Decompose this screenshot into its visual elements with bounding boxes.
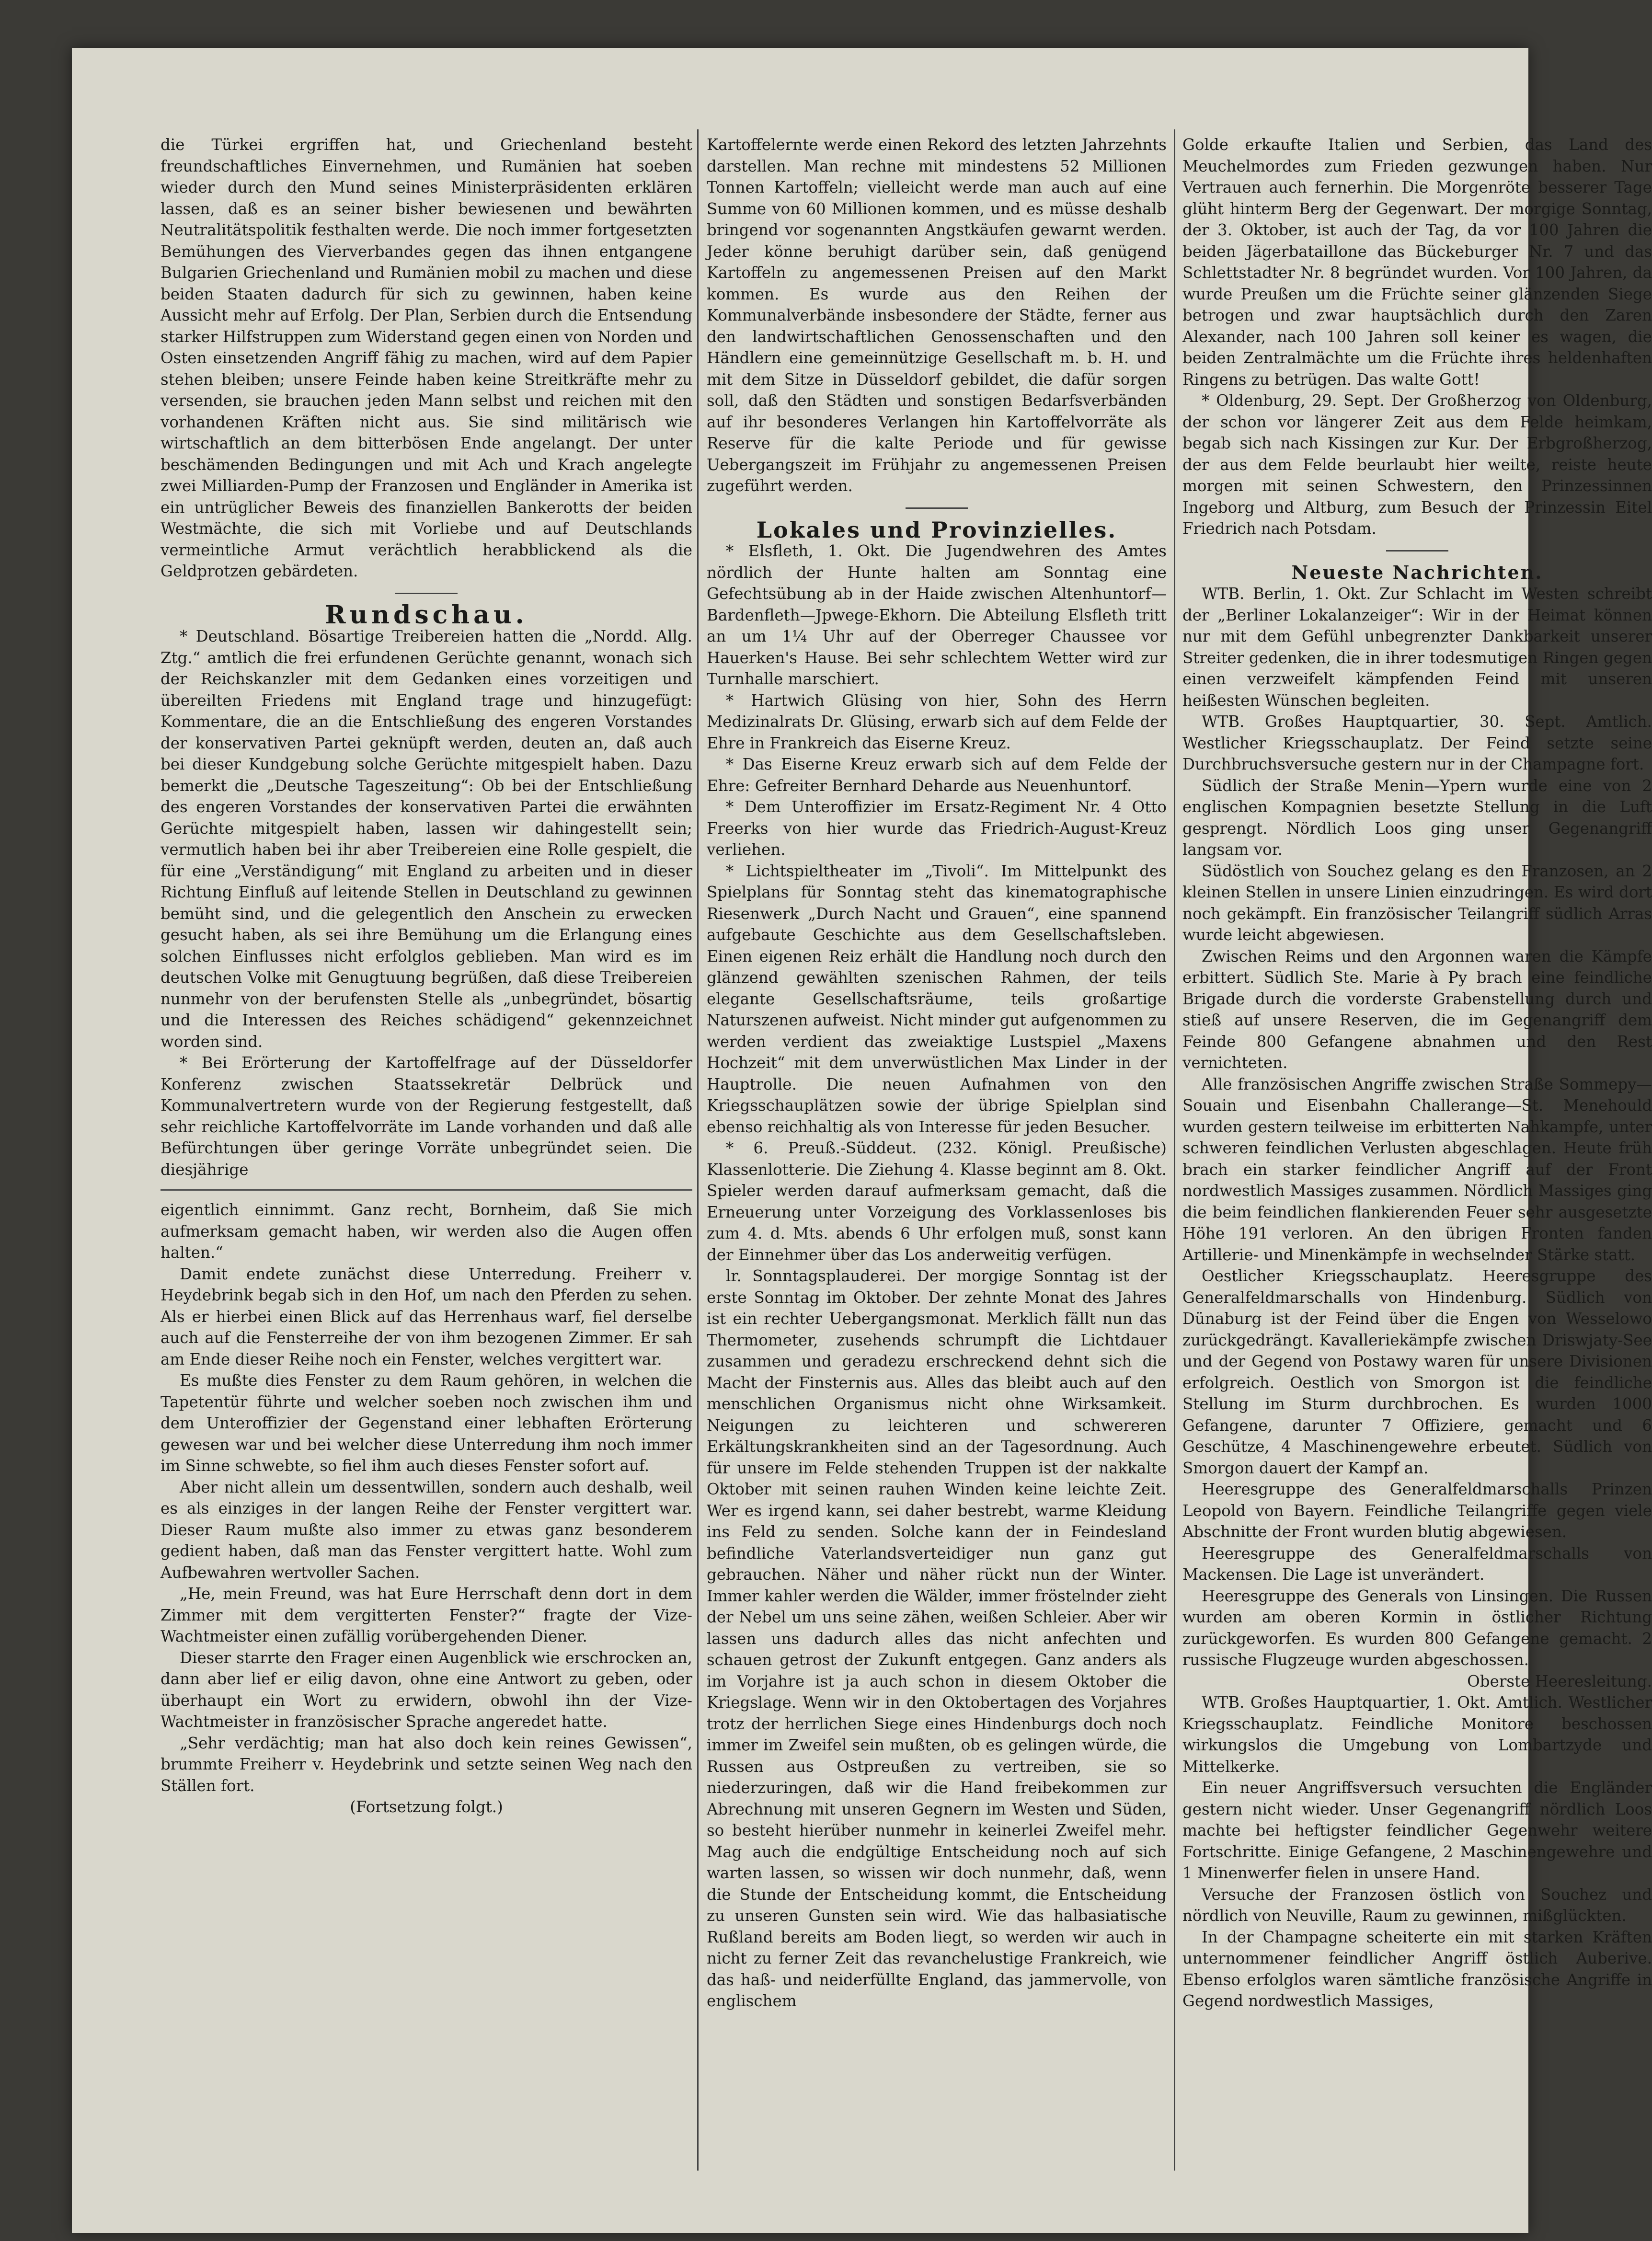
section-divider [906, 507, 968, 509]
paragraph: Damit endete zunächst diese Unterredung. Freiherr v. Heydebrink begab sich in den Hof, um nach den Pferden zu sehen. Als er hierbei einen Blick auf das Herrenhaus warf, fiel derselbe auch auf die Fensterreihe der von ihm bezogenen Zimmer. Er sah am Ende dieser Reihe noch ein Fenster, welches vergittert war. [161, 1264, 692, 1368]
neueste-heading: Neueste Nachrichten. [1291, 561, 1543, 583]
column-3 [1182, 134, 1652, 2171]
paragraph: * 6. Preuß.-Süddeut. (232. Königl. Preußische) Klassenlotterie. Die Ziehung 4. Klasse beginnt am 8. Okt. Spieler werden darauf aufmerksam gemacht, daß die Erneuerung unter Vorzeigung des Vorklassenloses bis zum 4. d. Mts. abends 6 Uhr erfolgen muß, sonst kann der Einnehmer über das Los anderweitig verfügen. [707, 1139, 1167, 1264]
paragraph: Oestlicher Kriegsschauplatz. Heeresgruppe des Generalfeldmarschalls von Hindenburg. Südlich von Dünaburg ist der Feind über die Engen von Wesselowo zurückgedrängt. Kavalleriekämpfe zwischen Driswjaty-See und der Gegend von Postawy waren für unsere Divisionen erfolgreich. Oestlich von Smorgon ist die feindliche Stellung im Sturm durchbrochen. Es wurden 1000 Gefangene, darunter 7 Offiziere, gemacht und 6 Geschütze, 4 Maschinengewehre erbeutet. Südlich von Smorgon dauert der Kampf an. [1182, 1267, 1652, 1477]
paragraph: * Dem Unteroffizier im Ersatz-Regiment Nr. 4 Otto Freerks von hier wurde das Friedrich-August-Kreuz verliehen. [707, 798, 1167, 859]
paragraph: lr. Sonntagsplauderei. Der morgige Sonntag ist der erste Sonntag im Oktober. Der zehnte Monat des Jahres ist ein rechter Uebergangsmonat. Merklich fällt nun das Thermometer, zusehends schrumpft die Lichtdauer zusammen und geradezu erschreckend dehnt sich die Macht der Finsternis aus. Alles das bleibt auch auf den menschlichen Organismus nicht ohne Wirksamkeit. Neigungen zu leichteren und schwereren Erkältungskrankheiten sind an der Tagesordnung. Auch für unsere im Felde stehenden Truppen ist der nakkalte Oktober mit seinen rauhen Winden keine leichte Zeit. Wer es irgend kann, sei daher bestrebt, warme Kleidung ins Feld zu senden. Solche kann der in Feindesland befindliche Vaterlandsverteidiger nun ganz gut gebrauchen. Näher und näher rückt nun der Winter. Immer kahler werden die Wälder, immer fröstelnder zieht der Nebel um uns seine zähen, weißen Schleier. Aber wir lassen uns dadurch alles das nicht anfechten und schauen getrost der Zukunft entgegen. Ganz anders als im Vorjahre ist ja auch schon in diesem Oktober die Kriegslage. Wenn wir in den Oktobertagen des Vorjahres trotz der herrlichen Siege eines Hindenburgs doch noch immer im Zweifel sein mußten, ob es gelingen würde, die Russen aus Ostpreußen zu vertreiben, sie so niederzuringen, daß wir die Hand freibekommen zur Abrechnung mit unseren Gegnern im Westen und Süden, so besteht hierüber nunmehr in keinerlei Zweifel mehr. Mag auch die endgültige Entscheidung noch auf sich warten lassen, so wissen wir doch nunmehr, daß, wenn die Stunde der Entscheidung kommt, die Entscheidung zu unseren Gunsten sein wird. Wie das halbasiatische Rußland bereits am Boden liegt, so werden wir auch in nicht zu ferner Zeit das revanchelustige Frankreich, wie das haß- und neiderfüllte England, das jammervolle, von englischem [707, 1267, 1167, 2010]
paragraph: Versuche der Franzosen östlich von Souchez und nördlich von Neuville, Raum zu gewinnen, mißglückten. [1182, 1885, 1652, 1925]
paragraph: Zwischen Reims und den Argonnen waren die Kämpfe erbittert. Südlich Ste. Marie à Py brach eine feindliche Brigade durch die vorderste Grabenstellung durch und stieß auf unsere Reserven, die im Gegenangriff dem Feinde 800 Gefangene abnahmen und den Rest vernichteten. [1182, 947, 1652, 1072]
paragraph: „Sehr verdächtig; man hat also doch kein reines Gewissen“, brummte Freiherr v. Heydebrink und setzte seinen Weg nach den Ställen fort. [161, 1734, 692, 1795]
paragraph: * Das Eiserne Kreuz erwarb sich auf dem Felde der Ehre: Gefreiter Bernhard Deharde aus Neuenhuntorf. [707, 755, 1167, 795]
col2-top-article [707, 134, 1167, 497]
neueste-article-2 [1182, 1692, 1652, 2012]
paragraph: * Oldenburg, 29. Sept. Der Großherzog von Oldenburg, der schon vor längerer Zeit aus dem Felde heimkam, begab sich nach Kissingen zur Kur. Der Erbgroßherzog, der aus dem Felde beurlaubt hier weilte, reiste heute morgen mit seinen Schwestern, den Prinzessinnen Ingeborg und Altburg, zum Besuch der Prinzessin Eitel Friedrich nach Potsdam. [1182, 391, 1652, 538]
paragraph: * Deutschland. Bösartige Treibereien hatten die „Nordd. Allg. Ztg.“ amtlich die frei erfundenen Gerüchte genannt, wonach sich der Reichskanzler mit dem Gedanken eines vorzeitigen und übereilten Friedens mit England trage und hinzugefügt: Kommentare, die an die Entschließung des engeren Vorstandes der konservativen Partei geknüpft werden, deuten an, daß auch bei dieser Kundgebung solche Gerüchte mitgespielt haben. Dazu bemerkt die „Deutsche Tageszeitung“: Ob bei der Entschließung des engeren Vorstandes der konservativen Partei die erwähnten Gerüchte mitgespielt haben, lassen wir dahingestellt sein; vermutlich haben bei ihr aber Treibereien eine Rolle gespielt, die für eine „Verständigung“ mit England zu arbeiten und in dieser Richtung Einfluß auf leitende Stellen in Deutschland zu gewinnen bemüht sind, und die gelegentlich den Anschein zu erwecken gesucht haben, als sei ihre Bemühung um die Erlangung eines solchen Einflusses nicht erfolglos geblieben. Man wird es im deutschen Volke mit Genugtuung begrüßen, daß diese Treibereien nunmehr von der berufensten Stelle als „unbegründet, bösartig und die Interessen des Reiches schädigend“ gekennzeichnet worden sind. [161, 627, 692, 1051]
paragraph: * Bei Erörterung der Kartoffelfrage auf der Düsseldorfer Konferenz zwischen Staatssekretär Delbrück und Kommunalvertretern wurde von der Regierung festgestellt, daß sehr reichliche Kartoffelvorräte im Lande vorhanden und daß alle Befürchtungen über geringe Vorräte unbegründet seien. Die diesjährige [161, 1054, 692, 1179]
col3-top-article [1182, 134, 1652, 540]
serial-story [161, 1199, 692, 1796]
continuation-note: (Fortsetzung folgt.) [350, 1798, 503, 1816]
column-rule-right [1174, 129, 1175, 2171]
feuilleton-rule [161, 1189, 692, 1191]
rundschau-heading: Rundschau. [325, 600, 528, 630]
lokales-article [707, 540, 1167, 2012]
column-rule-left [697, 129, 699, 2171]
paragraph: Südöstlich von Souchez gelang es den Franzosen, an 2 kleinen Stellen in unsere Linien einzudringen. Es wird dort noch gekämpft. Ein französischer Teilangriff südlich Arras wurde leicht abgewiesen. [1182, 862, 1652, 944]
signature-oberste-heeresleitung: Oberste Heeresleitung. [1467, 1672, 1652, 1690]
paragraph: die Türkei ergriffen hat, und Griechenland besteht freundschaftliches Einvernehmen, und Rumänien hat soeben wieder durch den Mund seines Ministerpräsidenten erklären lassen, daß es an seiner bisher bewiesenen und bewährten Neutralitätspolitik festhalten werde. Die noch immer fortgesetzten Bemühungen des Vierverbandes gegen das ihnen entgangene Bulgarien Griechenland und Rumänien mobil zu machen und diese beiden Staaten dadurch für sich zu gewinnen, haben keine Aussicht mehr auf Erfolg. Der Plan, Serbien durch die Entsendung starker Hilfstruppen zum Widerstand gegen einen von Norden und Osten einsetzenden Angriff fähig zu machen, wird auf dem Papier stehen bleiben; unsere Feinde haben keine Streitkräfte mehr zu versenden, sie brauchen jeden Mann selbst und reichen mit den vorhandenen Kräften nicht aus. Sie sind militärisch wie wirtschaftlich an dem bitterbösen Ende angelangt. Der unter beschämenden Bedingungen und mit Ach und Krach angelegte zwei Milliarden-Pump der Franzosen und Engländer in Amerika ist ein untrüglicher Beweis des finanziellen Bankerotts der beiden Westmächte, die sich mit Vorliebe und auf Deutschlands vermeintliche Armut verächtlich herabblickend als die Geldprotzen gebärdeten. [161, 136, 692, 580]
neueste-article [1182, 583, 1652, 1671]
paragraph: Alle französischen Angriffe zwischen Straße Sommepy—Souain und Eisenbahn Challerange—St. Menehould wurden gestern teilweise im erbitterten Nahkampfe, unter schweren feindlichen Verlusten abgeschlagen. Heute früh brach ein starker feindlicher Angriff auf der Front nordwestlich Massiges zusammen. Nördlich Massiges ging die beim feindlichen flankierenden Feuer sehr ausgesetzte Höhe 191 verloren. An den übrigen Fronten fanden Artillerie- und Minenkämpfe in wechselnder Stärke statt. [1182, 1075, 1652, 1264]
lokales-heading: Lokales und Provinzielles. [756, 517, 1117, 543]
paragraph: * Lichtspieltheater im „Tivoli“. Im Mittelpunkt des Spielplans für Sonntag steht das kinematographische Riesenwerk „Durch Nacht und Grauen“, eine spannend aufgebaute Geschichte aus dem Gesellschaftsleben. Einen eigenen Reiz erhält die Handlung noch durch den glänzend gewählten szenischen Rahmen, der teils elegante Gesellschaftsräume, teils großartige Naturszenen aufweist. Nicht minder gut aufgenommen zu werden verdient das zweiaktige Lustspiel „Maxens Hochzeit“ mit dem unverwüstlichen Max Linder in der Hauptrolle. Die neuen Aufnahmen von den Kriegsschauplätzen sowie der übrige Spielplan sind ebenso reichhaltig als von Interesse für jeden Besucher. [707, 862, 1167, 1136]
section-divider [395, 593, 458, 594]
paragraph: WTB. Großes Hauptquartier, 30. Sept. Amtlich. Westlicher Kriegsschauplatz. Der Feind setzte seine Durchbruchsversuche gestern nur in der Champagne fort. [1182, 713, 1652, 773]
paragraph: eigentlich einnimmt. Ganz recht, Bornheim, daß Sie mich aufmerksam gemacht haben, wir werden also die Augen offen halten.“ [161, 1201, 692, 1262]
newspaper-page [72, 48, 1652, 2233]
paragraph: Dieser starrte den Frager einen Augenblick wie erschrocken an, dann aber lief er eilig davon, ohne eine Antwort zu geben, oder überhaupt ein Wort zu erwidern, obwohl ihn der Vize-Wachtmeister in französischer Sprache angeredet hatte. [161, 1648, 692, 1731]
paragraph: Aber nicht allein um dessentwillen, sondern auch deshalb, weil es als einziges in der langen Reihe der Fenster vergittert war. Dieser Raum mußte also immer zu etwas ganz besonderem gedient haben, daß man das Fenster vergittert hatte. Wohl zum Aufbewahren wertvoller Sachen. [161, 1478, 692, 1582]
paragraph: Heeresgruppe des Generalfeldmarschalls von Mackensen. Die Lage ist unverändert. [1182, 1544, 1652, 1584]
paragraph: WTB. Berlin, 1. Okt. Zur Schlacht im Westen schreibt der „Berliner Lokalanzeiger“: Wir in der Heimat können nur mit dem Gefühl unbegrenzter Dankbarkeit unserer Streiter gedenken, die in ihrer todesmutigen Ringen gegen einen verzweifelt kämpfenden Feind mit unseren heißesten Wünschen begleiten. [1182, 585, 1652, 710]
paragraph: Heeresgruppe des Generalfeldmarschalls Prinzen Leopold von Bayern. Feindliche Teilangriffe gegen viele Abschnitte der Front wurden blutig abgewiesen. [1182, 1480, 1652, 1541]
paragraph: * Hartwich Glüsing von hier, Sohn des Herrn Medizinalrats Dr. Glüsing, erwarb sich auf dem Felde der Ehre in Frankreich das Eiserne Kreuz. [707, 691, 1167, 752]
column-2 [707, 134, 1167, 2171]
section-divider [1386, 550, 1448, 552]
paragraph: Ein neuer Angriffsversuch versuchten die Engländer gestern nicht wieder. Unser Gegenangriff nördlich Loos machte bei heftigster feindlicher Gegenwehr weitere Fortschritte. Einige Gefangene, 2 Maschinengewehre und 1 Minenwerfer fielen in unsere Hand. [1182, 1779, 1652, 1882]
rundschau-article [161, 626, 692, 1180]
paragraph: In der Champagne scheiterte ein mit starken Kräften unternommener feindlicher Angriff östlich Auberive. Ebenso erfolglos waren sämtliche französische Angriffe in Gegend nordwestlich Massiges, [1182, 1928, 1652, 2010]
paragraph: Kartoffelernte werde einen Rekord des letzten Jahrzehnts darstellen. Man rechne mit mindestens 52 Millionen Tonnen Kartoffeln; vielleicht werde man auch auf eine Summe von 60 Millionen kommen, und es müsse deshalb bringend vor sogenannten Angstkäufen gewarnt werden. Jeder könne beruhigt darüber sein, daß genügend Kartoffeln zu angemessenen Preisen auf den Markt kommen. Es wurde aus den Reihen der Kommunalverbände insbesondere der Städte, ferner aus den landwirtschaftlichen Genossenschaften und den Händlern eine gemeinnützige Gesellschaft m. b. H. und mit dem Sitze in Düsseldorf gebildet, die dafür sorgen soll, daß den Städten und sonstigen Bedarfsverbänden auf ihr besonderes Verlangen hin Kartoffelvorräte als Reserve für die kalte Periode und für gewisse Uebergangszeit im Frühjahr zu angemessenen Preisen zugeführt werden. [707, 136, 1167, 495]
paragraph: WTB. Großes Hauptquartier, 1. Okt. Amtlich. Westlicher Kriegsschauplatz. Feindliche Monitore beschossen wirkungslos die Umgebung von Lombartzyde und Mittelkerke. [1182, 1693, 1652, 1776]
paragraph: * Elsfleth, 1. Okt. Die Jugendwehren des Amtes nördlich der Hunte halten am Sonntag eine Gefechtsübung ab in der Haide zwischen Altenhuntorf—Bardenfleth—Jpwege-Ekhorn. Die Abteilung Elsfleth tritt an um 1¼ Uhr auf der Oberreger Chaussee vor Hauerken's Hause. Bei sehr schlechtem Wetter wird zur Turnhalle marschiert. [707, 542, 1167, 688]
paragraph: Heeresgruppe des Generals von Linsingen. Die Russen wurden am oberen Kormin in östlicher Richtung zurückgeworfen. Es wurden 800 Gefangene gemacht. 2 russische Flugzeuge wurden abgeschossen. [1182, 1586, 1652, 1669]
col1-top-article [161, 134, 692, 582]
column-1 [161, 134, 692, 2171]
paragraph: Golde erkaufte Italien und Serbien, das Land des Meuchelmordes zum Frieden gezwungen haben. Nur Vertrauen auch fernerhin. Die Morgenröte besserer Tage glüht hinterm Berg der Gegenwart. Der morgige Sonntag, der 3. Oktober, ist auch der Tag, da vor 100 Jahren die beiden Jägerbataillone das Bückeburger Nr. 7 und das Schlettstadter Nr. 8 begründet wurden. Vor 100 Jahren, da wurde Preußen um die Früchte seiner glänzenden Siege betrogen und zwar hauptsächlich durch den Zaren Alexander, nach 100 Jahren soll keiner es wagen, die beiden Zentralmächte um die Früchte ihres heldenhaften Ringens zu betrügen. Das walte Gott! [1182, 136, 1652, 389]
paragraph: Südlich der Straße Menin—Ypern wurde eine von 2 englischen Kompagnien besetzte Stellung in die Luft gesprengt. Nördlich Loos ging unser Gegenangriff langsam vor. [1182, 776, 1652, 859]
paragraph: „He, mein Freund, was hat Eure Herrschaft denn dort in dem Zimmer mit dem vergitterten Fenster?“ fragte der Vize-Wachtmeister einen zufällig vorübergehenden Diener. [161, 1585, 692, 1645]
paragraph: Es mußte dies Fenster zu dem Raum gehören, in welchen die Tapetentür führte und welcher soeben noch zwischen ihm und dem Unteroffizier der Gegenstand einer lebhaften Erörterung gewesen war und bei welcher diese Unterredung ihm noch immer im Sinne schwebte, so fiel ihm auch dieses Fenster sofort auf. [161, 1371, 692, 1475]
